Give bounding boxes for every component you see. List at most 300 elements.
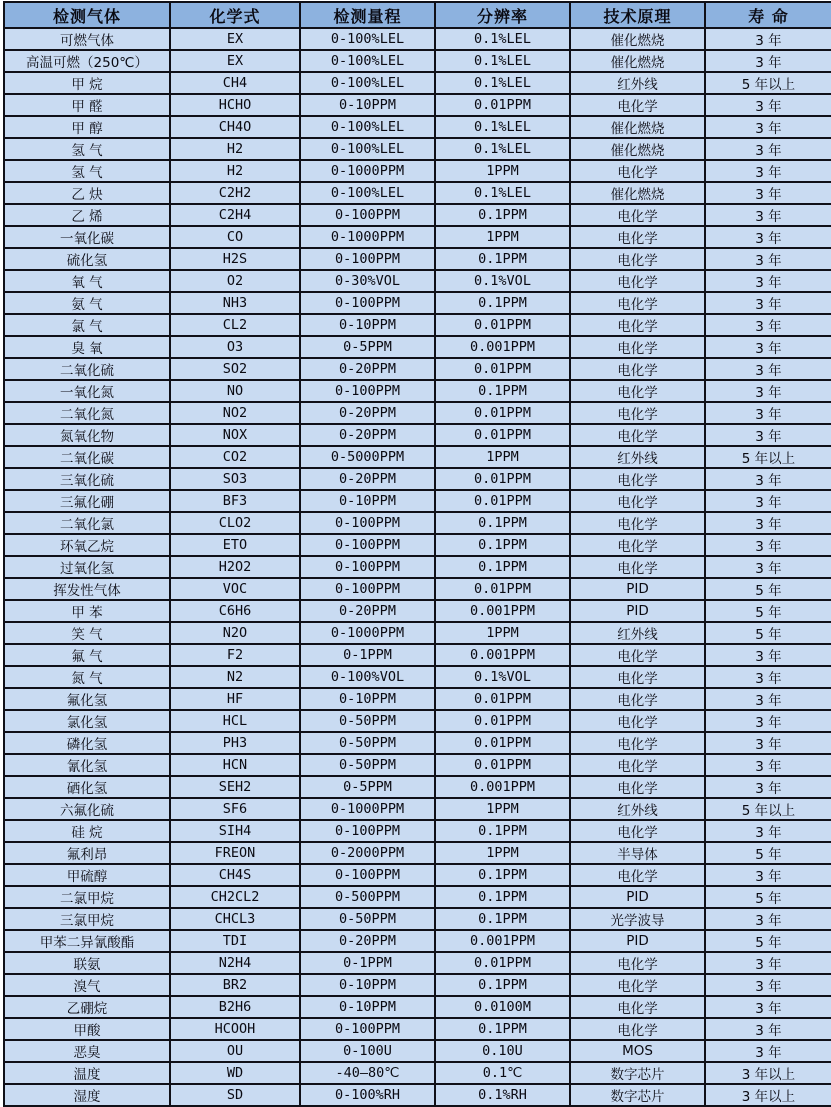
lifespan-cell: 3 年 [705, 666, 831, 688]
table-row [4, 996, 831, 1018]
gas-name-cell: 笑 气 [4, 622, 170, 644]
gas-name-cell: 氰化氢 [4, 754, 170, 776]
principle-cell: 电化学 [570, 776, 705, 798]
header-resolution: 分辨率 [435, 2, 570, 28]
formula-cell: CH4 [170, 72, 300, 94]
resolution-cell: 0.001PPM [435, 776, 570, 798]
principle-cell: 数字芯片 [570, 1062, 705, 1084]
resolution-cell: 0.01PPM [435, 732, 570, 754]
formula-cell: WD [170, 1062, 300, 1084]
gas-name-cell: 一氧化碳 [4, 226, 170, 248]
range-cell: 0-20PPM [300, 468, 435, 490]
formula-cell: N2H4 [170, 952, 300, 974]
resolution-cell: 0.1%LEL [435, 116, 570, 138]
resolution-cell: 0.1PPM [435, 534, 570, 556]
gas-name-cell: 环氧乙烷 [4, 534, 170, 556]
lifespan-cell: 3 年 [705, 710, 831, 732]
principle-cell: 电化学 [570, 160, 705, 182]
table-row [4, 930, 831, 952]
table-row [4, 622, 831, 644]
gas-name-cell: 甲 醛 [4, 94, 170, 116]
gas-name-cell: 二氧化碳 [4, 446, 170, 468]
gas-name-cell: 氧 气 [4, 270, 170, 292]
table-row [4, 292, 831, 314]
range-cell: 0-20PPM [300, 930, 435, 952]
principle-cell: 电化学 [570, 204, 705, 226]
formula-cell: N2 [170, 666, 300, 688]
range-cell: 0-100%LEL [300, 116, 435, 138]
table-row [4, 644, 831, 666]
gas-name-cell: 六氟化硫 [4, 798, 170, 820]
lifespan-cell: 3 年 [705, 688, 831, 710]
formula-cell: SIH4 [170, 820, 300, 842]
formula-cell: NO2 [170, 402, 300, 424]
principle-cell: 催化燃烧 [570, 50, 705, 72]
gas-name-cell: 氮 气 [4, 666, 170, 688]
gas-name-cell: 氯 气 [4, 314, 170, 336]
gas-name-cell: 三氟化硼 [4, 490, 170, 512]
resolution-cell: 0.001PPM [435, 600, 570, 622]
table-row [4, 578, 831, 600]
resolution-cell: 0.001PPM [435, 336, 570, 358]
resolution-cell: 0.1PPM [435, 1018, 570, 1040]
gas-name-cell: 硫化氢 [4, 248, 170, 270]
lifespan-cell: 3 年 [705, 512, 831, 534]
principle-cell: 催化燃烧 [570, 116, 705, 138]
principle-cell: 电化学 [570, 732, 705, 754]
resolution-cell: 0.1%LEL [435, 72, 570, 94]
gas-name-cell: 过氧化氢 [4, 556, 170, 578]
range-cell: 0-100PPM [300, 512, 435, 534]
lifespan-cell: 3 年 [705, 974, 831, 996]
table-row [4, 556, 831, 578]
table-row [4, 380, 831, 402]
table-row [4, 94, 831, 116]
range-cell: 0-20PPM [300, 358, 435, 380]
principle-cell: 电化学 [570, 358, 705, 380]
formula-cell: CH2CL2 [170, 886, 300, 908]
resolution-cell: 0.10U [435, 1040, 570, 1062]
gas-name-cell: 乙硼烷 [4, 996, 170, 1018]
lifespan-cell: 3 年 [705, 820, 831, 842]
gas-name-cell: 温度 [4, 1062, 170, 1084]
principle-cell: 半导体 [570, 842, 705, 864]
range-cell: 0-100PPM [300, 864, 435, 886]
table-row [4, 886, 831, 908]
lifespan-cell: 5 年以上 [705, 798, 831, 820]
table-row [4, 974, 831, 996]
principle-cell: 电化学 [570, 534, 705, 556]
principle-cell: 电化学 [570, 314, 705, 336]
principle-cell: 电化学 [570, 710, 705, 732]
formula-cell: NH3 [170, 292, 300, 314]
principle-cell: 电化学 [570, 644, 705, 666]
formula-cell: H2 [170, 160, 300, 182]
formula-cell: HF [170, 688, 300, 710]
resolution-cell: 0.01PPM [435, 314, 570, 336]
gas-name-cell: 挥发性气体 [4, 578, 170, 600]
range-cell: 0-10PPM [300, 996, 435, 1018]
lifespan-cell: 3 年 [705, 952, 831, 974]
principle-cell: 催化燃烧 [570, 138, 705, 160]
principle-cell: 催化燃烧 [570, 182, 705, 204]
formula-cell: OU [170, 1040, 300, 1062]
principle-cell: 电化学 [570, 270, 705, 292]
formula-cell: CLO2 [170, 512, 300, 534]
resolution-cell: 0.1PPM [435, 248, 570, 270]
range-cell: 0-100PPM [300, 248, 435, 270]
lifespan-cell: 3 年 [705, 1018, 831, 1040]
lifespan-cell: 3 年 [705, 270, 831, 292]
range-cell: 0-100PPM [300, 820, 435, 842]
header-chemical-formula: 化学式 [170, 2, 300, 28]
resolution-cell: 0.1PPM [435, 380, 570, 402]
formula-cell: CO [170, 226, 300, 248]
range-cell: 0-100%RH [300, 1084, 435, 1106]
gas-name-cell: 高温可燃（250℃） [4, 50, 170, 72]
gas-name-cell: 甲酸 [4, 1018, 170, 1040]
resolution-cell: 0.1%VOL [435, 666, 570, 688]
gas-name-cell: 甲 醇 [4, 116, 170, 138]
range-cell: 0-100PPM [300, 556, 435, 578]
lifespan-cell: 3 年以上 [705, 1084, 831, 1106]
lifespan-cell: 5 年 [705, 930, 831, 952]
range-cell: 0-20PPM [300, 424, 435, 446]
gas-name-cell: 一氧化氮 [4, 380, 170, 402]
principle-cell: 电化学 [570, 94, 705, 116]
header-detection-range: 检测量程 [300, 2, 435, 28]
lifespan-cell: 3 年 [705, 358, 831, 380]
table-row [4, 402, 831, 424]
range-cell: 0-100%LEL [300, 182, 435, 204]
formula-cell: CH4O [170, 116, 300, 138]
range-cell: 0-100%LEL [300, 138, 435, 160]
table-row [4, 116, 831, 138]
range-cell: 0-100U [300, 1040, 435, 1062]
principle-cell: 电化学 [570, 226, 705, 248]
formula-cell: O3 [170, 336, 300, 358]
principle-cell: PID [570, 886, 705, 908]
gas-name-cell: 甲 烷 [4, 72, 170, 94]
formula-cell: BR2 [170, 974, 300, 996]
range-cell: 0-100PPM [300, 1018, 435, 1040]
range-cell: 0-50PPM [300, 710, 435, 732]
resolution-cell: 0.1℃ [435, 1062, 570, 1084]
principle-cell: 电化学 [570, 292, 705, 314]
formula-cell: H2S [170, 248, 300, 270]
formula-cell: EX [170, 28, 300, 50]
table-row [4, 226, 831, 248]
table-row [4, 512, 831, 534]
range-cell: 0-50PPM [300, 732, 435, 754]
formula-cell: HCOOH [170, 1018, 300, 1040]
principle-cell: 电化学 [570, 248, 705, 270]
lifespan-cell: 3 年以上 [705, 1062, 831, 1084]
principle-cell: 电化学 [570, 666, 705, 688]
resolution-cell: 0.01PPM [435, 424, 570, 446]
principle-cell: 电化学 [570, 556, 705, 578]
principle-cell: 电化学 [570, 512, 705, 534]
table-row [4, 1040, 831, 1062]
table-row [4, 952, 831, 974]
formula-cell: ETO [170, 534, 300, 556]
principle-cell: 电化学 [570, 380, 705, 402]
resolution-cell: 0.01PPM [435, 578, 570, 600]
range-cell: 0-100%LEL [300, 28, 435, 50]
table-row [4, 248, 831, 270]
table-row [4, 534, 831, 556]
gas-name-cell: 硅 烷 [4, 820, 170, 842]
formula-cell: H2 [170, 138, 300, 160]
lifespan-cell: 3 年 [705, 336, 831, 358]
gas-name-cell: 乙 烯 [4, 204, 170, 226]
gas-name-cell: 联氨 [4, 952, 170, 974]
range-cell: 0-1000PPM [300, 160, 435, 182]
resolution-cell: 0.01PPM [435, 710, 570, 732]
resolution-cell: 1PPM [435, 226, 570, 248]
lifespan-cell: 5 年以上 [705, 72, 831, 94]
gas-name-cell: 恶臭 [4, 1040, 170, 1062]
gas-name-cell: 氨 气 [4, 292, 170, 314]
lifespan-cell: 3 年 [705, 468, 831, 490]
formula-cell: SF6 [170, 798, 300, 820]
lifespan-cell: 5 年 [705, 886, 831, 908]
header-lifespan: 寿 命 [705, 2, 831, 28]
formula-cell: NOX [170, 424, 300, 446]
table-row [4, 182, 831, 204]
principle-cell: 光学波导 [570, 908, 705, 930]
principle-cell: 电化学 [570, 1018, 705, 1040]
gas-name-cell: 二氧化氯 [4, 512, 170, 534]
range-cell: 0-100PPM [300, 204, 435, 226]
table-row [4, 1084, 831, 1106]
resolution-cell: 0.1%LEL [435, 50, 570, 72]
principle-cell: 电化学 [570, 820, 705, 842]
formula-cell: H2O2 [170, 556, 300, 578]
gas-name-cell: 氢 气 [4, 160, 170, 182]
resolution-cell: 1PPM [435, 798, 570, 820]
principle-cell: 红外线 [570, 622, 705, 644]
principle-cell: 电化学 [570, 688, 705, 710]
lifespan-cell: 3 年 [705, 864, 831, 886]
resolution-cell: 0.0100M [435, 996, 570, 1018]
table-row [4, 1018, 831, 1040]
formula-cell: C6H6 [170, 600, 300, 622]
table-row [4, 204, 831, 226]
lifespan-cell: 3 年 [705, 732, 831, 754]
formula-cell: PH3 [170, 732, 300, 754]
principle-cell: PID [570, 600, 705, 622]
resolution-cell: 0.1PPM [435, 292, 570, 314]
formula-cell: B2H6 [170, 996, 300, 1018]
range-cell: 0-50PPM [300, 754, 435, 776]
gas-name-cell: 甲硫醇 [4, 864, 170, 886]
principle-cell: 电化学 [570, 952, 705, 974]
lifespan-cell: 3 年 [705, 534, 831, 556]
resolution-cell: 0.1%LEL [435, 182, 570, 204]
range-cell: 0-2000PPM [300, 842, 435, 864]
resolution-cell: 0.1PPM [435, 820, 570, 842]
range-cell: 0-10PPM [300, 688, 435, 710]
gas-name-cell: 三氧化硫 [4, 468, 170, 490]
formula-cell: F2 [170, 644, 300, 666]
formula-cell: CH4S [170, 864, 300, 886]
table-row [4, 270, 831, 292]
range-cell: 0-1000PPM [300, 226, 435, 248]
table-row [4, 468, 831, 490]
principle-cell: 电化学 [570, 754, 705, 776]
lifespan-cell: 3 年 [705, 182, 831, 204]
range-cell: 0-5PPM [300, 776, 435, 798]
lifespan-cell: 3 年 [705, 490, 831, 512]
formula-cell: CO2 [170, 446, 300, 468]
table-row [4, 732, 831, 754]
resolution-cell: 0.1%LEL [435, 28, 570, 50]
range-cell: 0-10PPM [300, 974, 435, 996]
resolution-cell: 0.01PPM [435, 490, 570, 512]
lifespan-cell: 3 年 [705, 204, 831, 226]
lifespan-cell: 3 年 [705, 996, 831, 1018]
header-row [4, 2, 831, 28]
header-gas-name: 检测气体 [4, 2, 170, 28]
gas-name-cell: 氟化氢 [4, 688, 170, 710]
formula-cell: FREON [170, 842, 300, 864]
resolution-cell: 0.001PPM [435, 644, 570, 666]
resolution-cell: 0.1%RH [435, 1084, 570, 1106]
formula-cell: SO2 [170, 358, 300, 380]
table-row [4, 490, 831, 512]
table-row [4, 160, 831, 182]
lifespan-cell: 3 年 [705, 28, 831, 50]
resolution-cell: 0.1PPM [435, 886, 570, 908]
formula-cell: CHCL3 [170, 908, 300, 930]
gas-name-cell: 甲 苯 [4, 600, 170, 622]
table-row [4, 72, 831, 94]
gas-name-cell: 二氧化硫 [4, 358, 170, 380]
resolution-cell: 0.01PPM [435, 952, 570, 974]
table-row [4, 1062, 831, 1084]
lifespan-cell: 3 年 [705, 754, 831, 776]
principle-cell: 电化学 [570, 336, 705, 358]
gas-table-body [4, 28, 831, 1106]
resolution-cell: 1PPM [435, 622, 570, 644]
table-row [4, 666, 831, 688]
range-cell: 0-100PPM [300, 380, 435, 402]
resolution-cell: 0.1PPM [435, 204, 570, 226]
gas-name-cell: 磷化氢 [4, 732, 170, 754]
formula-cell: C2H4 [170, 204, 300, 226]
lifespan-cell: 3 年 [705, 908, 831, 930]
table-row [4, 446, 831, 468]
table-row [4, 864, 831, 886]
range-cell: 0-100%LEL [300, 50, 435, 72]
formula-cell: HCL [170, 710, 300, 732]
formula-cell: C2H2 [170, 182, 300, 204]
gas-name-cell: 二氧化氮 [4, 402, 170, 424]
lifespan-cell: 5 年 [705, 600, 831, 622]
table-row [4, 754, 831, 776]
principle-cell: 电化学 [570, 974, 705, 996]
table-row [4, 314, 831, 336]
lifespan-cell: 3 年 [705, 226, 831, 248]
range-cell: 0-1PPM [300, 952, 435, 974]
resolution-cell: 0.01PPM [435, 688, 570, 710]
table-row [4, 336, 831, 358]
resolution-cell: 0.1PPM [435, 512, 570, 534]
principle-cell: 红外线 [570, 798, 705, 820]
resolution-cell: 0.1PPM [435, 908, 570, 930]
resolution-cell: 0.01PPM [435, 358, 570, 380]
table-row [4, 798, 831, 820]
lifespan-cell: 3 年 [705, 776, 831, 798]
gas-name-cell: 氟 气 [4, 644, 170, 666]
principle-cell: 催化燃烧 [570, 28, 705, 50]
resolution-cell: 0.01PPM [435, 468, 570, 490]
principle-cell: 电化学 [570, 402, 705, 424]
resolution-cell: 0.1PPM [435, 864, 570, 886]
lifespan-cell: 3 年 [705, 380, 831, 402]
range-cell: 0-100PPM [300, 534, 435, 556]
lifespan-cell: 3 年 [705, 292, 831, 314]
range-cell: 0-100%LEL [300, 72, 435, 94]
gas-name-cell: 甲苯二异氰酸酯 [4, 930, 170, 952]
formula-cell: BF3 [170, 490, 300, 512]
lifespan-cell: 5 年 [705, 842, 831, 864]
gas-name-cell: 湿度 [4, 1084, 170, 1106]
gas-name-cell: 二氯甲烷 [4, 886, 170, 908]
gas-name-cell: 硒化氢 [4, 776, 170, 798]
range-cell: 0-1000PPM [300, 798, 435, 820]
principle-cell: PID [570, 578, 705, 600]
gas-name-cell: 乙 炔 [4, 182, 170, 204]
gas-name-cell: 氮氧化物 [4, 424, 170, 446]
resolution-cell: 1PPM [435, 160, 570, 182]
gas-name-cell: 氢 气 [4, 138, 170, 160]
lifespan-cell: 3 年 [705, 556, 831, 578]
principle-cell: 电化学 [570, 468, 705, 490]
table-row [4, 776, 831, 798]
resolution-cell: 0.01PPM [435, 402, 570, 424]
principle-cell: 数字芯片 [570, 1084, 705, 1106]
gas-name-cell: 氟利昂 [4, 842, 170, 864]
table-row [4, 710, 831, 732]
formula-cell: SEH2 [170, 776, 300, 798]
gas-name-cell: 氯化氢 [4, 710, 170, 732]
lifespan-cell: 3 年 [705, 314, 831, 336]
table-row [4, 688, 831, 710]
range-cell: 0-10PPM [300, 314, 435, 336]
table-row [4, 820, 831, 842]
principle-cell: 电化学 [570, 424, 705, 446]
formula-cell: HCHO [170, 94, 300, 116]
principle-cell: 电化学 [570, 864, 705, 886]
principle-cell: 电化学 [570, 996, 705, 1018]
formula-cell: CL2 [170, 314, 300, 336]
gas-name-cell: 溴气 [4, 974, 170, 996]
lifespan-cell: 3 年 [705, 94, 831, 116]
range-cell: 0-50PPM [300, 908, 435, 930]
formula-cell: SD [170, 1084, 300, 1106]
gas-name-cell: 可燃气体 [4, 28, 170, 50]
lifespan-cell: 5 年以上 [705, 446, 831, 468]
resolution-cell: 1PPM [435, 446, 570, 468]
gas-sensor-spec-table [3, 1, 831, 1107]
header-technology: 技术原理 [570, 2, 705, 28]
resolution-cell: 0.001PPM [435, 930, 570, 952]
formula-cell: O2 [170, 270, 300, 292]
range-cell: 0-1000PPM [300, 622, 435, 644]
range-cell: 0-20PPM [300, 600, 435, 622]
